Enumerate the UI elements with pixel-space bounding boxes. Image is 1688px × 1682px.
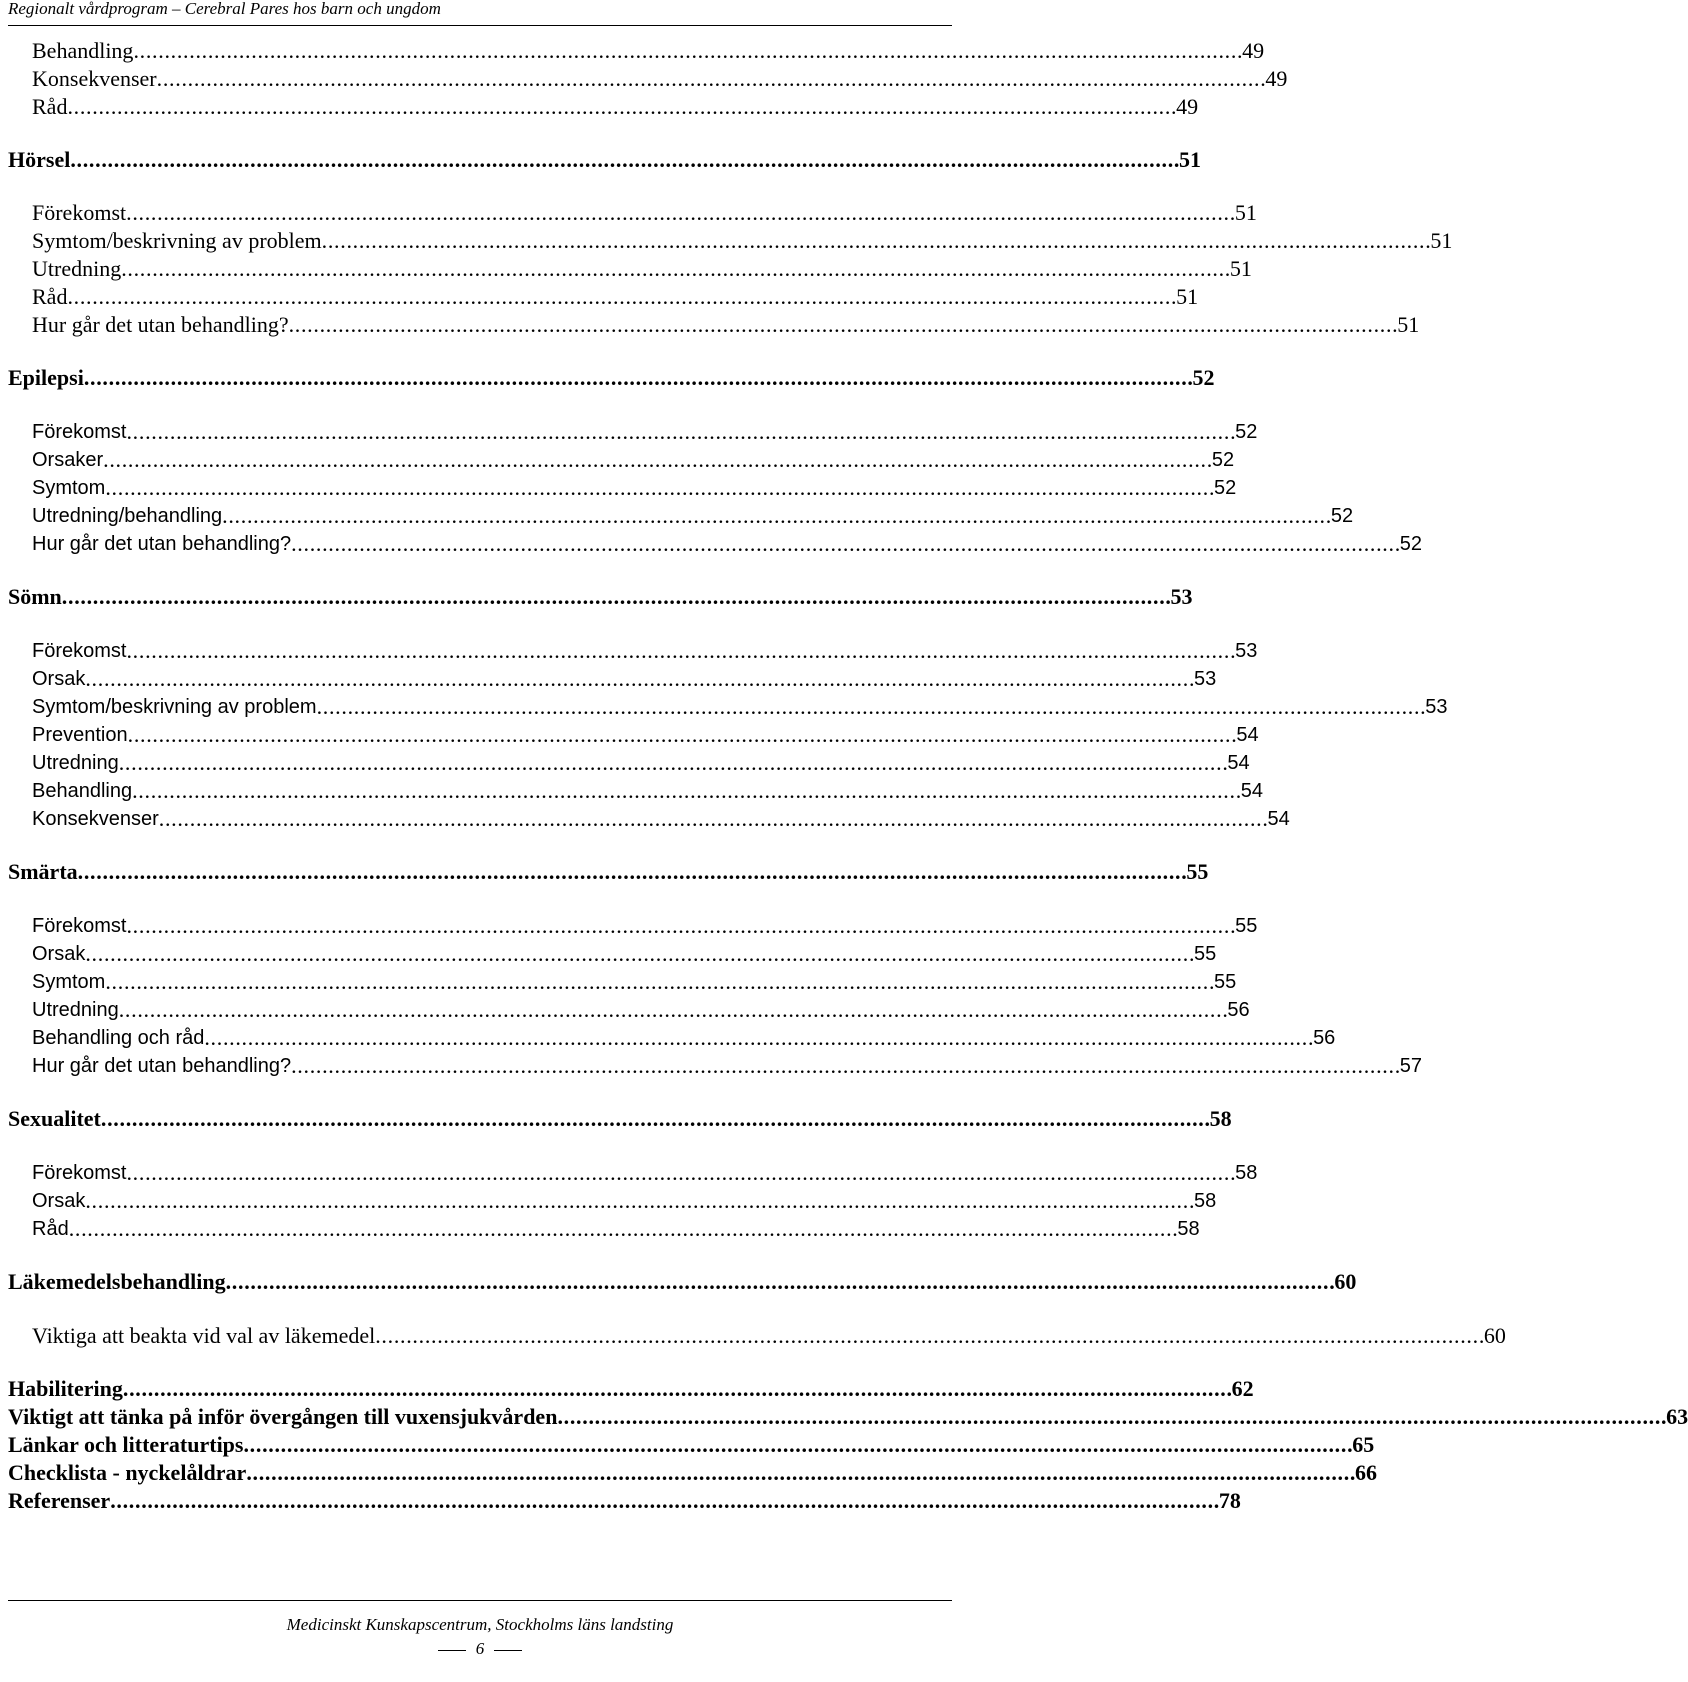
toc-entry[interactable] [0, 419, 1258, 445]
toc-entry-title: Utredning [32, 256, 122, 281]
toc-entry-title: Utredning [32, 752, 119, 774]
toc-dot-leader [132, 778, 1239, 804]
toc-entry-page: 52 [1399, 533, 1423, 555]
toc-dot-leader [126, 1160, 1233, 1186]
toc-entry[interactable] [0, 638, 1258, 664]
page-header [8, 0, 952, 26]
toc-entry-page: 54 [1267, 808, 1290, 830]
toc-entry-page: 54 [1240, 780, 1264, 802]
toc-entry[interactable] [0, 1404, 1688, 1430]
toc-entry-title: Hörsel [8, 147, 71, 172]
toc-entry-title: Förekomst [32, 421, 127, 443]
toc-entry[interactable] [0, 503, 1354, 529]
toc-entry[interactable] [0, 1188, 1217, 1214]
toc-dot-leader [101, 1106, 1208, 1132]
toc-entry[interactable] [0, 1160, 1258, 1186]
toc-dot-leader [243, 1432, 1350, 1458]
toc-entry-page: 49 [1242, 38, 1265, 63]
toc-entry-title: Hur går det utan behandling? [32, 312, 289, 337]
toc-dot-leader [222, 503, 1329, 529]
toc-entry-title: Symtom/beskrivning av problem [32, 696, 317, 718]
toc-entry[interactable] [0, 694, 1448, 720]
toc-entry-page: 78 [1218, 1488, 1241, 1513]
toc-entry-page: 52 [1214, 477, 1237, 499]
toc-entry-page: 51 [1229, 256, 1252, 281]
toc-dot-leader [84, 365, 1191, 391]
toc-dot-leader [123, 1376, 1230, 1402]
toc-entry-page: 53 [1170, 584, 1193, 609]
toc-entry[interactable] [0, 1376, 1254, 1402]
toc-entry[interactable] [0, 584, 1193, 610]
toc-dot-leader [62, 584, 1169, 610]
toc-entry-title: Symtom/beskrivning av problem [32, 228, 322, 253]
toc-entry-page: 52 [1235, 421, 1258, 443]
toc-entry-page: 52 [1330, 505, 1354, 527]
toc-entry[interactable] [0, 475, 1237, 501]
toc-entry[interactable] [0, 38, 1265, 64]
toc-entry[interactable] [0, 200, 1257, 226]
toc-entry[interactable] [0, 1432, 1375, 1458]
toc-dot-leader [85, 666, 1192, 692]
toc-entry[interactable] [0, 859, 1209, 885]
toc-entry-title: Orsak [32, 668, 86, 690]
toc-entry-title: Viktiga att beakta vid val av läkemedel [32, 1323, 376, 1348]
toc-entry-title: Hur går det utan behandling? [32, 1055, 292, 1077]
toc-dot-leader [289, 312, 1396, 338]
toc-entry[interactable] [0, 531, 1423, 557]
toc-entry[interactable] [0, 284, 1199, 310]
toc-dot-leader [291, 1053, 1398, 1079]
toc-entry[interactable] [0, 1025, 1336, 1051]
toc-dot-leader [557, 1404, 1664, 1430]
toc-entry[interactable] [0, 969, 1237, 995]
toc-entry-page: 60 [1334, 1269, 1357, 1294]
toc-entry[interactable] [0, 750, 1250, 776]
toc-entry-page: 53 [1235, 640, 1258, 662]
page-number-dash-right [494, 1650, 522, 1651]
toc-entry-page: 57 [1399, 1055, 1423, 1077]
toc-dot-leader [70, 147, 1177, 173]
toc-dot-leader [317, 694, 1424, 720]
toc-entry-page: 60 [1483, 1323, 1506, 1348]
toc-entry-page: 55 [1214, 971, 1237, 993]
toc-entry-title: Hur går det utan behandling? [32, 533, 292, 555]
toc-entry[interactable] [0, 1053, 1423, 1079]
toc-entry-title: Orsak [32, 943, 86, 965]
toc-dot-leader [85, 941, 1192, 967]
toc-entry-page: 56 [1227, 999, 1250, 1021]
toc-dot-leader [119, 750, 1226, 776]
toc-dot-leader [375, 1323, 1482, 1349]
toc-entry-page: 53 [1194, 668, 1217, 690]
toc-entry[interactable] [0, 228, 1453, 254]
toc-entry-page: 58 [1177, 1218, 1200, 1240]
toc-entry-title: Förekomst [32, 915, 127, 937]
toc-entry-page: 51 [1179, 147, 1202, 172]
toc-entry-title: Behandling [32, 780, 133, 802]
toc-entry-page: 58 [1209, 1106, 1232, 1131]
toc-entry-title: Förekomst [32, 640, 127, 662]
toc-entry[interactable] [0, 722, 1259, 748]
toc-entry[interactable] [0, 1216, 1200, 1242]
toc-entry-page: 51 [1234, 200, 1257, 225]
toc-entry-page: 63 [1666, 1404, 1688, 1429]
toc-entry-page: 58 [1235, 1162, 1258, 1184]
toc-entry-page: 49 [1265, 66, 1288, 91]
toc-dot-leader [204, 1025, 1311, 1051]
toc-dot-leader [67, 284, 1174, 310]
toc-entry-page: 51 [1397, 312, 1420, 337]
toc-entry[interactable] [0, 913, 1258, 939]
toc-entry-title: Konsekvenser [32, 66, 157, 91]
toc-dot-leader [246, 1460, 1353, 1486]
toc-entry-title: Checklista - nyckelåldrar [8, 1460, 247, 1485]
toc-dot-leader [78, 859, 1185, 885]
toc-dot-leader [126, 419, 1233, 445]
toc-entry-page: 54 [1236, 724, 1259, 746]
toc-entry[interactable] [0, 1488, 1241, 1514]
toc-entry[interactable] [0, 997, 1250, 1023]
toc-entry-title: Smärta [8, 859, 78, 884]
toc-entry-title: Förekomst [32, 1162, 127, 1184]
toc-entry-title: Utredning [32, 999, 119, 1021]
toc-dot-leader [226, 1269, 1333, 1295]
toc-entry[interactable] [0, 312, 1420, 338]
toc-entry-title: Råd [32, 94, 68, 119]
toc-dot-leader [103, 447, 1210, 473]
toc-dot-leader [128, 722, 1235, 748]
toc-dot-leader [133, 38, 1240, 64]
toc-entry[interactable] [0, 806, 1290, 832]
toc-dot-leader [159, 806, 1266, 832]
toc-entry[interactable] [0, 778, 1264, 804]
toc-entry[interactable] [0, 147, 1202, 173]
toc-entry[interactable] [0, 94, 1199, 120]
toc-dot-leader [157, 66, 1264, 92]
toc-entry[interactable] [0, 666, 1217, 692]
toc-entry-title: Prevention [32, 724, 128, 746]
page-footer [8, 1600, 952, 1659]
toc-entry-title: Konsekvenser [32, 808, 159, 830]
toc-dot-leader [119, 997, 1226, 1023]
footer-text: Medicinskt Kunskapscentrum, Stockholms läns landsting [286, 1615, 674, 1634]
toc-dot-leader [121, 256, 1228, 282]
toc-entry-title: Behandling och råd [32, 1027, 205, 1049]
toc-entry-page: 66 [1355, 1460, 1378, 1485]
toc-entry-title: Råd [32, 1218, 69, 1240]
toc-entry-title: Symtom [32, 971, 106, 993]
toc-entry[interactable] [0, 256, 1252, 282]
toc-entry-page: 51 [1430, 228, 1453, 253]
toc-dot-leader [110, 1488, 1217, 1514]
toc-entry-page: 52 [1192, 365, 1215, 390]
toc-entry[interactable] [0, 1106, 1232, 1132]
toc-entry-title: Förekomst [32, 200, 127, 225]
page-number-dash-left [438, 1650, 466, 1651]
toc-entry-title: Utredning/behandling [32, 505, 223, 527]
toc-entry-page: 62 [1231, 1376, 1254, 1401]
toc-entry-title: Habilitering [8, 1376, 123, 1401]
toc-dot-leader [126, 638, 1233, 664]
toc-entry-title: Referenser [8, 1488, 111, 1513]
toc-entry[interactable] [0, 941, 1217, 967]
toc-dot-leader [67, 94, 1174, 120]
toc-entry-title: Orsak [32, 1190, 86, 1212]
toc-entry-page: 55 [1186, 859, 1209, 884]
toc-entry-title: Orsaker [32, 449, 104, 471]
toc-entry-title: Länkar och litteraturtips [8, 1432, 244, 1457]
toc-dot-leader [105, 969, 1212, 995]
toc-dot-leader [291, 531, 1398, 557]
toc-entry-page: 52 [1211, 449, 1235, 471]
toc-entry[interactable] [0, 1269, 1357, 1295]
toc-entry-page: 55 [1194, 943, 1217, 965]
page-number [8, 1639, 952, 1659]
toc-entry-title: Epilepsi [8, 365, 84, 390]
toc-entry-page: 51 [1176, 284, 1199, 309]
toc-entry-title: Sexualitet [8, 1106, 101, 1131]
toc-entry-title: Viktigt att tänka på inför övergången till vuxensjukvården [8, 1404, 558, 1429]
toc-entry-page: 56 [1313, 1027, 1336, 1049]
toc-entry[interactable] [0, 66, 1288, 92]
toc-dot-leader [69, 1216, 1176, 1242]
toc-entry-title: Råd [32, 284, 68, 309]
toc-dot-leader [322, 228, 1429, 254]
toc-entry-page: 55 [1235, 915, 1258, 937]
toc-entry-page: 54 [1227, 752, 1250, 774]
toc-dot-leader [85, 1188, 1192, 1214]
page-number-value: 6 [475, 1639, 485, 1658]
toc-entry-page: 53 [1425, 696, 1448, 718]
toc-dot-leader [126, 913, 1233, 939]
toc-dot-leader [105, 475, 1212, 501]
toc-entry[interactable] [0, 1460, 1378, 1486]
toc-dot-leader [126, 200, 1233, 226]
toc-entry-page: 49 [1176, 94, 1199, 119]
toc-entry-title: Sömn [8, 584, 62, 609]
toc-entry[interactable] [0, 1323, 1506, 1349]
toc-entry-page: 65 [1352, 1432, 1375, 1457]
toc-entry-title: Symtom [32, 477, 106, 499]
toc-entry[interactable] [0, 447, 1235, 473]
toc-entry[interactable] [0, 365, 1215, 391]
header-title: Regionalt vårdprogram – Cerebral Pares hos barn och ungdom [8, 0, 441, 18]
toc-entry-title: Behandling [32, 38, 134, 63]
toc-entry-title: Läkemedelsbehandling [8, 1269, 226, 1294]
toc-entry-page: 58 [1194, 1190, 1217, 1212]
